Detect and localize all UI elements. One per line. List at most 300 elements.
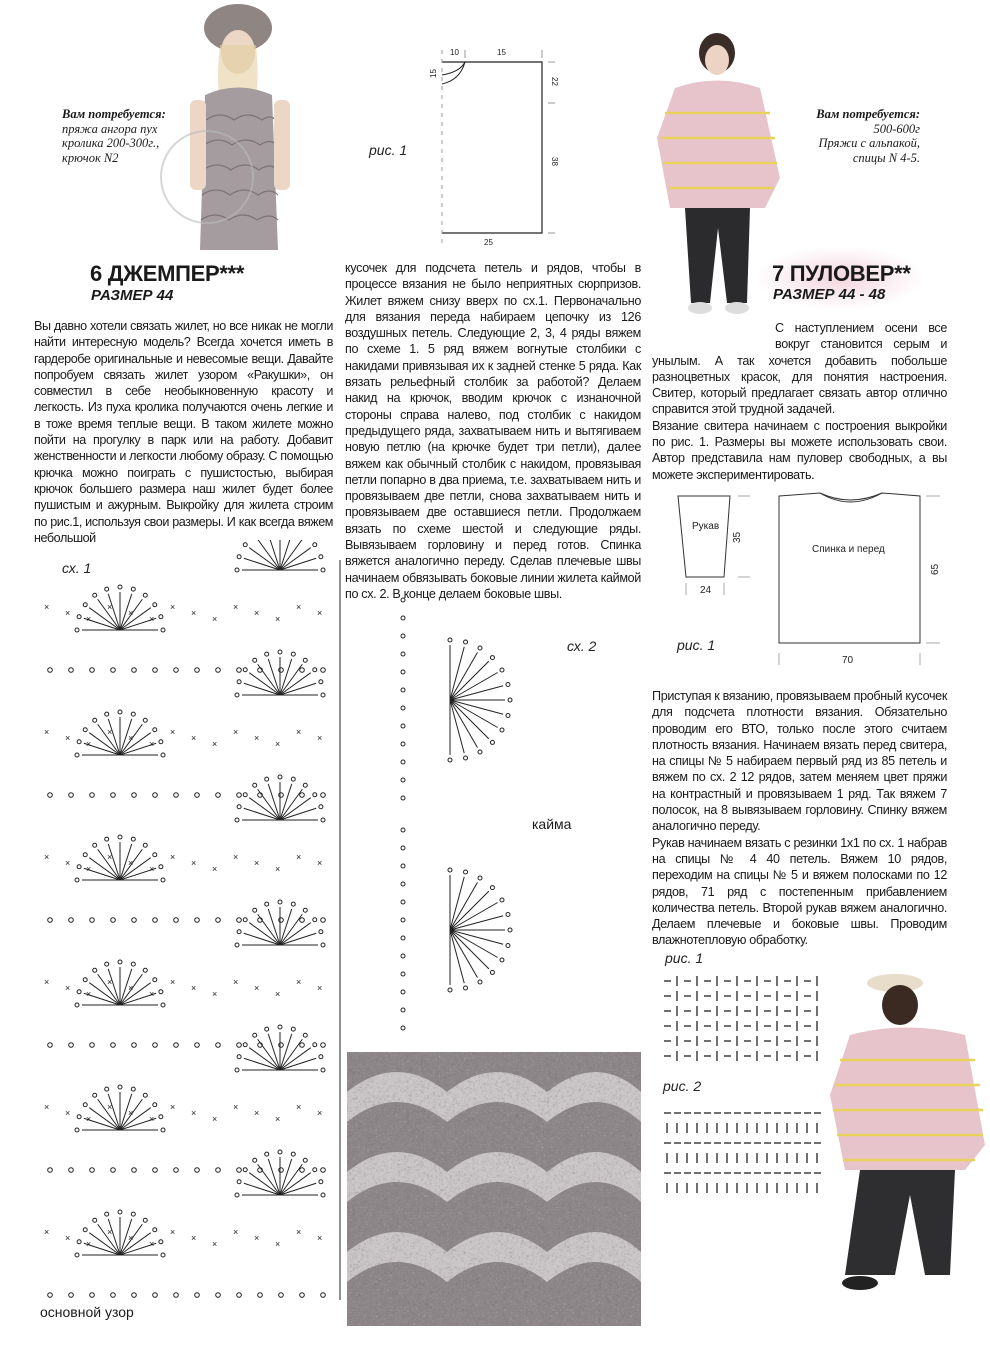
- single-crochet-mark: ×: [86, 739, 92, 749]
- shell-fan: [448, 868, 512, 992]
- chain-loop: [118, 835, 122, 839]
- chain-loop: [83, 603, 87, 607]
- stitch-line: [280, 1058, 316, 1070]
- chain-loop: [265, 777, 269, 781]
- chain-stitch: [237, 1168, 242, 1173]
- stitch-line: [450, 916, 503, 930]
- chain-stitch: [279, 793, 284, 798]
- single-crochet-mark: ×: [128, 733, 134, 743]
- single-crochet-mark: ×: [212, 614, 218, 624]
- chain-loop: [161, 628, 165, 632]
- indent-spacer: [652, 320, 775, 352]
- requirements-pullover: Вам потребуется: 500-600г Пряжи с альпакой, спицы N 4-5.: [780, 107, 920, 165]
- model-photo-pullover-2: [825, 965, 990, 1295]
- dim-body-height: 38: [550, 157, 559, 166]
- pullover-intro: [652, 320, 947, 483]
- chain-stitch: [300, 793, 305, 798]
- requirement-line: кролика 200-300г.,: [62, 136, 160, 150]
- chain-stitch: [216, 1293, 221, 1298]
- chain-loop: [143, 1093, 147, 1097]
- chain-loop: [237, 1180, 241, 1184]
- chain-loop: [321, 818, 325, 822]
- chain-loop: [143, 593, 147, 597]
- shell-fan: [75, 585, 165, 632]
- chain-loop: [93, 843, 97, 847]
- chain-loop: [161, 878, 165, 882]
- chain-loop: [75, 878, 79, 882]
- chain-loop: [303, 658, 307, 662]
- stitch-line: [280, 1183, 316, 1195]
- chain-stitch: [132, 1043, 137, 1048]
- chain-loop: [313, 793, 317, 797]
- single-crochet-mark: ×: [44, 602, 50, 612]
- single-crochet-mark: ×: [275, 864, 281, 874]
- chain-stitch: [237, 668, 242, 673]
- chain-loop: [93, 593, 97, 597]
- chain-stitch: [90, 793, 95, 798]
- chain-loop: [93, 968, 97, 972]
- chain-stitch: [48, 1043, 53, 1048]
- single-crochet-mark: ×: [191, 858, 197, 868]
- single-crochet-mark: ×: [254, 1108, 260, 1118]
- single-crochet-mark: ×: [275, 739, 281, 749]
- chain-loop: [291, 652, 295, 656]
- chain-loop: [319, 930, 323, 934]
- single-crochet-mark: ×: [212, 739, 218, 749]
- chain-loop: [265, 1027, 269, 1031]
- single-crochet-mark: ×: [275, 1114, 281, 1124]
- stitch-line: [450, 686, 503, 700]
- chain-stitch: [195, 1168, 200, 1173]
- stitch-line: [258, 789, 280, 820]
- single-crochet-mark: ×: [128, 983, 134, 993]
- stitch-line: [258, 540, 280, 570]
- fig1-label-pullover: рис. 1: [677, 637, 716, 653]
- stitch-line: [89, 733, 120, 755]
- chain-loop: [153, 853, 157, 857]
- single-crochet-mark: ×: [107, 602, 113, 612]
- chain-stitch: [174, 1168, 179, 1173]
- stitch-line: [249, 798, 280, 820]
- single-crochet-mark: ×: [65, 1233, 71, 1243]
- article-size-pullover: РАЗМЕР 44 - 48: [773, 286, 886, 303]
- chain-stitch: [195, 668, 200, 673]
- chain-stitch: [48, 1293, 53, 1298]
- chain-stitch: [195, 793, 200, 798]
- article-size-jumper: РАЗМЕР 44: [91, 287, 174, 304]
- chain-loop: [278, 775, 282, 779]
- chain-stitch: [401, 598, 405, 602]
- chain-stitch: [279, 668, 284, 673]
- single-crochet-mark: ×: [233, 727, 239, 737]
- chain-stitch: [174, 918, 179, 923]
- single-crochet-mark: ×: [317, 983, 323, 993]
- chain-loop: [159, 1240, 163, 1244]
- chain-loop: [278, 1150, 282, 1154]
- chain-loop: [143, 1218, 147, 1222]
- chain-stitch: [90, 918, 95, 923]
- chain-stitch: [132, 1168, 137, 1173]
- single-crochet-mark: ×: [275, 989, 281, 999]
- chain-stitch: [111, 1043, 116, 1048]
- chain-loop: [303, 908, 307, 912]
- chain-loop: [506, 714, 510, 718]
- chain-loop: [464, 640, 468, 644]
- knit-chart1-label: рис. 1: [665, 950, 704, 966]
- chain-loop: [77, 865, 81, 869]
- stitch-line: [450, 700, 464, 753]
- chain-stitch: [321, 668, 326, 673]
- chain-stitch: [300, 1043, 305, 1048]
- single-crochet-mark: ×: [212, 1239, 218, 1249]
- single-crochet-mark: ×: [254, 733, 260, 743]
- chain-loop: [253, 658, 257, 662]
- single-crochet-mark: ×: [296, 977, 302, 987]
- chain-loop: [118, 960, 122, 964]
- single-crochet-mark: ×: [254, 983, 260, 993]
- chain-stitch: [174, 668, 179, 673]
- chain-stitch: [69, 918, 74, 923]
- single-crochet-mark: ×: [44, 727, 50, 737]
- chain-stitch: [401, 1026, 405, 1030]
- chain-loop: [265, 1152, 269, 1156]
- chain-loop: [464, 870, 468, 874]
- chain-stitch: [111, 793, 116, 798]
- chain-loop: [237, 680, 241, 684]
- stitch-line: [280, 784, 292, 820]
- single-crochet-mark: ×: [65, 983, 71, 993]
- shell-fan: [235, 1025, 325, 1072]
- single-crochet-mark: ×: [86, 989, 92, 999]
- stitch-line: [249, 1048, 280, 1070]
- chain-stitch: [300, 1168, 305, 1173]
- single-crochet-mark: ×: [233, 1227, 239, 1237]
- single-crochet-mark: ×: [191, 608, 197, 618]
- stitch-line: [450, 930, 503, 944]
- chain-stitch: [279, 1293, 284, 1298]
- single-crochet-mark: ×: [170, 602, 176, 612]
- chain-loop: [506, 944, 510, 948]
- knit-chart2-label: рис. 2: [663, 1078, 702, 1094]
- stitch-line: [450, 647, 464, 700]
- chain-loop: [77, 615, 81, 619]
- single-crochet-mark: ×: [128, 1233, 134, 1243]
- chain-loop: [159, 740, 163, 744]
- single-crochet-mark: ×: [191, 983, 197, 993]
- single-crochet-mark: ×: [317, 1108, 323, 1118]
- chain-loop: [153, 978, 157, 982]
- chain-loop: [237, 555, 241, 559]
- chain-loop: [105, 962, 109, 966]
- chain-loop: [161, 1003, 165, 1007]
- chain-stitch: [69, 1043, 74, 1048]
- chain-loop: [253, 908, 257, 912]
- chain-stitch: [401, 634, 405, 638]
- single-crochet-mark: ×: [107, 1102, 113, 1112]
- chain-loop: [253, 783, 257, 787]
- single-crochet-mark: ×: [296, 1227, 302, 1237]
- stitch-line: [280, 1173, 311, 1195]
- single-crochet-mark: ×: [44, 852, 50, 862]
- stitch-line: [268, 1159, 280, 1195]
- chain-loop: [143, 968, 147, 972]
- chain-loop: [118, 1210, 122, 1214]
- article-title-jumper: 6 ДЖЕМПЕР***: [90, 261, 245, 286]
- chain-stitch: [111, 668, 116, 673]
- knit-chart1-rib: [658, 970, 826, 1062]
- chain-stitch: [153, 793, 158, 798]
- stitch-line: [280, 933, 316, 945]
- chain-stitch: [216, 918, 221, 923]
- chain-loop: [243, 918, 247, 922]
- chain-loop: [83, 978, 87, 982]
- chain-loop: [500, 728, 504, 732]
- single-crochet-mark: ×: [254, 1233, 260, 1243]
- chain-stitch: [69, 793, 74, 798]
- scheme2-crochet-chart: [395, 590, 550, 1035]
- shell-pattern-photo: [347, 1052, 641, 1326]
- chain-loop: [143, 718, 147, 722]
- chain-loop: [243, 1168, 247, 1172]
- single-crochet-mark: ×: [275, 1239, 281, 1249]
- chain-loop: [118, 710, 122, 714]
- chain-loop: [77, 1240, 81, 1244]
- chain-loop: [278, 1025, 282, 1029]
- chain-stitch: [279, 1043, 284, 1048]
- chain-stitch: [132, 668, 137, 673]
- requirement-line: пряжа ангора пух: [62, 121, 158, 136]
- stitch-line: [280, 540, 302, 570]
- single-crochet-mark: ×: [149, 1114, 155, 1124]
- single-crochet-mark: ×: [212, 989, 218, 999]
- single-crochet-mark: ×: [128, 1108, 134, 1118]
- single-crochet-mark: ×: [317, 858, 323, 868]
- single-crochet-mark: ×: [233, 1102, 239, 1112]
- requirement-line: спицы N 4-5.: [852, 150, 920, 165]
- chain-loop: [278, 900, 282, 904]
- chain-stitch: [111, 1168, 116, 1173]
- stitch-line: [244, 808, 280, 820]
- chain-loop: [291, 1152, 295, 1156]
- stitch-line: [258, 664, 280, 695]
- chain-loop: [313, 668, 317, 672]
- stitch-line: [120, 983, 151, 1005]
- chain-stitch: [401, 954, 405, 958]
- chain-stitch: [111, 1293, 116, 1298]
- single-crochet-mark: ×: [317, 733, 323, 743]
- requirement-line: 500-600г: [873, 121, 920, 136]
- chain-loop: [77, 740, 81, 744]
- paragraph: Вы давно хотели связать жилет, но все никак не могли найти интересную модель? Всегда хочется иметь в гардеробе оригинальные и невесомые вещи. Давайте попробуем связать жилет узором «Ракушки», он совместил в себе необыкновенную красоту и легкость. Из пуха кролика получаются очень легкие и в тоже время теплые вещи. В таком жилете можно пойти на прогулку в парк или на работу. Добавит женственности и легкости любому образу. С помощью крючка можно поиграть с пушистостью, выбирая крючок большего размера наш жилет будет более пушистым и ажурным. Выкройку для жилета строим по рис.1, используя свои размеры. И как всегда вяжем небольшой: [34, 319, 333, 545]
- intro-indent-text: С наступлением осени все вокруг становится серым и: [775, 321, 947, 352]
- chain-stitch: [174, 1043, 179, 1048]
- chain-stitch: [321, 1168, 326, 1173]
- stitch-line: [244, 558, 280, 570]
- chain-stitch: [401, 972, 405, 976]
- chain-stitch: [195, 1043, 200, 1048]
- chain-loop: [490, 740, 494, 744]
- sleeve-height: 35: [732, 531, 743, 543]
- chain-loop: [448, 758, 452, 762]
- scheme1-label: сх. 1: [62, 560, 92, 576]
- stitch-line: [89, 1108, 120, 1130]
- single-crochet-mark: ×: [233, 602, 239, 612]
- stitch-line: [280, 673, 311, 695]
- stitch-line: [280, 808, 316, 820]
- intro-rest-text: унылым. А так хочется добавить побольше разноцветных красок, для понятия настроения. Свитер, который предлагает связать автор отлично справится этой трудной задачей.: [652, 353, 947, 417]
- chain-stitch: [401, 778, 405, 782]
- single-crochet-mark: ×: [275, 614, 281, 624]
- chain-loop: [313, 543, 317, 547]
- single-crochet-mark: ×: [170, 1102, 176, 1112]
- chain-loop: [490, 886, 494, 890]
- chain-stitch: [401, 936, 405, 940]
- shell-fan: [75, 835, 165, 882]
- chain-stitch: [321, 918, 326, 923]
- chain-loop: [464, 986, 468, 990]
- chain-loop: [93, 718, 97, 722]
- single-crochet-mark: ×: [170, 852, 176, 862]
- stitch-line: [244, 1183, 280, 1195]
- chain-stitch: [237, 918, 242, 923]
- shell-fan: [235, 775, 325, 822]
- chain-loop: [448, 988, 452, 992]
- requirement-line: крючок N2: [62, 150, 119, 165]
- chain-stitch: [153, 1293, 158, 1298]
- stitch-line: [120, 1108, 151, 1130]
- stitch-line: [268, 659, 280, 695]
- chain-stitch: [216, 1043, 221, 1048]
- chain-loop: [448, 638, 452, 642]
- stitch-line: [258, 914, 280, 945]
- chain-stitch: [216, 793, 221, 798]
- chain-loop: [159, 990, 163, 994]
- chain-stitch: [401, 706, 405, 710]
- stitch-line: [120, 858, 151, 880]
- single-crochet-mark: ×: [44, 1227, 50, 1237]
- chain-loop: [291, 777, 295, 781]
- chain-stitch: [90, 668, 95, 673]
- chain-loop: [75, 628, 79, 632]
- stitch-line: [450, 930, 464, 983]
- chain-stitch: [401, 882, 405, 886]
- shell-fan: [75, 710, 165, 757]
- stitch-line: [280, 909, 292, 945]
- chain-loop: [506, 682, 510, 686]
- single-crochet-mark: ×: [191, 1233, 197, 1243]
- chain-loop: [105, 1087, 109, 1091]
- chain-loop: [253, 1033, 257, 1037]
- shell-fan: [75, 960, 165, 1007]
- chain-stitch: [237, 793, 242, 798]
- chain-loop: [235, 1068, 239, 1072]
- chain-stitch: [48, 918, 53, 923]
- chain-loop: [243, 668, 247, 672]
- chain-stitch: [401, 900, 405, 904]
- chain-loop: [153, 728, 157, 732]
- sleeve-label: Рукав: [692, 521, 720, 532]
- stitch-line: [268, 909, 280, 945]
- single-crochet-mark: ×: [191, 1108, 197, 1118]
- single-crochet-mark: ×: [107, 727, 113, 737]
- chain-loop: [500, 958, 504, 962]
- chain-stitch: [153, 1168, 158, 1173]
- single-crochet-mark: ×: [65, 733, 71, 743]
- chain-loop: [478, 876, 482, 880]
- chain-stitch: [401, 742, 405, 746]
- stitch-line: [268, 784, 280, 820]
- chain-stitch: [153, 1043, 158, 1048]
- chain-loop: [161, 1253, 165, 1257]
- chain-loop: [278, 650, 282, 654]
- stitch-line: [280, 558, 316, 570]
- chain-stitch: [300, 918, 305, 923]
- chain-stitch: [237, 1293, 242, 1298]
- single-crochet-mark: ×: [44, 977, 50, 987]
- chain-stitch: [401, 918, 405, 922]
- fig1-label-jumper: рис. 1: [369, 142, 408, 158]
- chain-loop: [243, 1043, 247, 1047]
- chain-loop: [303, 1158, 307, 1162]
- chain-loop: [131, 962, 135, 966]
- chain-stitch: [321, 1293, 326, 1298]
- chain-loop: [153, 1228, 157, 1232]
- single-crochet-mark: ×: [107, 1227, 113, 1237]
- chain-stitch: [401, 724, 405, 728]
- chain-stitch: [401, 828, 405, 832]
- chain-loop: [490, 970, 494, 974]
- chain-loop: [508, 698, 512, 702]
- chain-stitch: [401, 796, 405, 800]
- chain-loop: [131, 1087, 135, 1091]
- requirements-title: Вам потребуется: [816, 107, 916, 121]
- chain-stitch: [153, 668, 158, 673]
- chain-stitch: [401, 846, 405, 850]
- chain-loop: [131, 587, 135, 591]
- single-crochet-mark: ×: [107, 977, 113, 987]
- single-crochet-mark: ×: [170, 727, 176, 737]
- body-height: 65: [930, 563, 941, 575]
- single-crochet-mark: ×: [65, 858, 71, 868]
- chain-loop: [478, 646, 482, 650]
- requirements-title: Вам потребуется: [62, 107, 162, 121]
- stitch-line: [89, 1233, 120, 1255]
- scheme2-caption: кайма: [532, 816, 572, 832]
- chain-loop: [303, 1033, 307, 1037]
- chain-stitch: [300, 668, 305, 673]
- single-crochet-mark: ×: [170, 1227, 176, 1237]
- requirement-line: Пряжи с альпакой,: [818, 136, 920, 150]
- chain-loop: [159, 1115, 163, 1119]
- chain-loop: [159, 865, 163, 869]
- chain-loop: [235, 1193, 239, 1197]
- single-crochet-mark: ×: [149, 864, 155, 874]
- stitch-line: [450, 877, 464, 930]
- chain-loop: [321, 1193, 325, 1197]
- chain-loop: [143, 843, 147, 847]
- chain-loop: [478, 980, 482, 984]
- chain-stitch: [48, 793, 53, 798]
- chain-loop: [319, 1055, 323, 1059]
- chain-loop: [131, 712, 135, 716]
- chain-stitch: [132, 793, 137, 798]
- shell-fan: [75, 1210, 165, 1257]
- shell-fan: [235, 1150, 325, 1197]
- chain-stitch: [195, 918, 200, 923]
- chain-stitch: [401, 688, 405, 692]
- chain-loop: [118, 1085, 122, 1089]
- chain-stitch: [401, 616, 405, 620]
